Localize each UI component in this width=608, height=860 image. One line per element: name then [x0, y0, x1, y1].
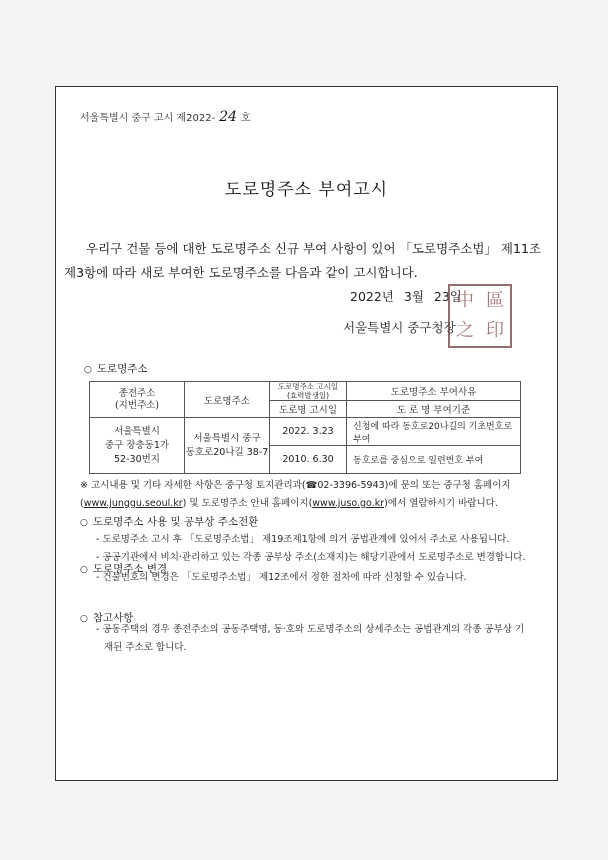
body-line-2: 제3항에 따라 새로 부여한 도로명주소를 다음과 같이 고시합니다. — [64, 265, 418, 280]
body-line-1: 우리구 건물 등에 대한 도로명주소 신규 부여 사항이 있어 「도로명주소법」 제11조 — [86, 241, 541, 256]
section-reference-list — [92, 621, 532, 657]
notice-body — [64, 237, 547, 285]
road-address-table — [89, 381, 521, 474]
section-road-address-heading: ○ 도로명주소 — [84, 363, 148, 375]
issuer-name: 서울특별시 중구청장 — [343, 320, 456, 335]
notice-number — [80, 109, 251, 125]
seal-char: 區 — [486, 290, 504, 311]
list-item: - 도로명주소 고시 후 「도로명주소법」 제19조제1항에 의거 공법관계에 있어서 주소로 사용됩니다. — [96, 534, 510, 545]
section-address-change-list — [92, 569, 547, 587]
section-address-usage-heading: ○ 도로명주소 사용 및 공부상 주소전환 — [80, 516, 259, 528]
cell-date: 2010. 6.30 — [270, 446, 347, 474]
cell-description: 신청에 따라 동호로20나길의 기초번호로 부여 — [347, 418, 521, 446]
cell-road-address: 서울특별시 중구 동호로20나길 38-7 — [185, 418, 270, 474]
list-item: - 공공기관에서 비치·관리하고 있는 각종 공부상 주소(소재지)는 해당기관에서 도로명주소로 변경합니다. — [96, 552, 526, 563]
header-previous-address: 종전주소 (지번주소) — [90, 382, 185, 418]
official-seal-stamp — [448, 284, 512, 348]
notice-number-handwritten: 24 — [219, 109, 238, 125]
junggu-homepage-link[interactable]: www.junggu.seoul.kr — [83, 498, 183, 509]
notice-number-prefix: 서울특별시 중구 고시 제2022- — [80, 113, 216, 124]
header-assignment-reason: 도로명주소 부여사유 — [347, 382, 521, 401]
section-address-change-heading: ○ 도로명주소 변경 — [80, 563, 168, 575]
header-road-address: 도로명주소 — [185, 382, 270, 418]
notice-number-suffix: 호 — [241, 113, 251, 124]
seal-char: 中 — [456, 290, 474, 311]
notice-date: 2022년 3월 23일 — [350, 289, 462, 304]
inquiry-note: ※ 고시내용 및 기타 자세한 사항은 중구청 토지관리과(☎02-3396-5943)에 문의 또는 중구청 홈페이지 (www.junggu.seoul.kr) 및 도로명주소 안내 홈페이지(www.juso.go.kr)에서 열람하시기 바랍니다. — [80, 480, 511, 509]
cell-date: 2022. 3.23 — [270, 418, 347, 446]
cell-description: 동호로를 중심으로 일련번호 부여 — [347, 446, 521, 474]
header-notice-date: 도로명주소 고시일 (효력발생일) — [270, 382, 347, 401]
document-title: 도로명주소 부여고시 — [224, 180, 389, 200]
section-reference-heading: ○ 참고사항 — [80, 612, 134, 624]
header-assignment-criteria: 도 로 명 부여기준 — [347, 401, 521, 418]
seal-char: 印 — [486, 320, 504, 341]
cell-previous-address: 서울특별시 중구 장충동1가 52-30번지 — [90, 418, 185, 474]
list-item: - 공동주택의 경우 종전주소의 공동주택명, 동·호와 도로명주소의 상세주소는 공법관계의 각종 공부상 기재된 주소로 합니다. — [96, 624, 525, 653]
notice-document — [55, 86, 558, 781]
juso-homepage-link[interactable]: www.juso.go.kr — [312, 498, 385, 509]
header-road-notice-date: 도로명 고시일 — [270, 401, 347, 418]
seal-char: 之 — [456, 320, 474, 341]
list-item: - 건물번호의 변경은 「도로명주소법」 제12조에서 정한 절차에 따라 신청할 수 있습니다. — [96, 572, 467, 583]
